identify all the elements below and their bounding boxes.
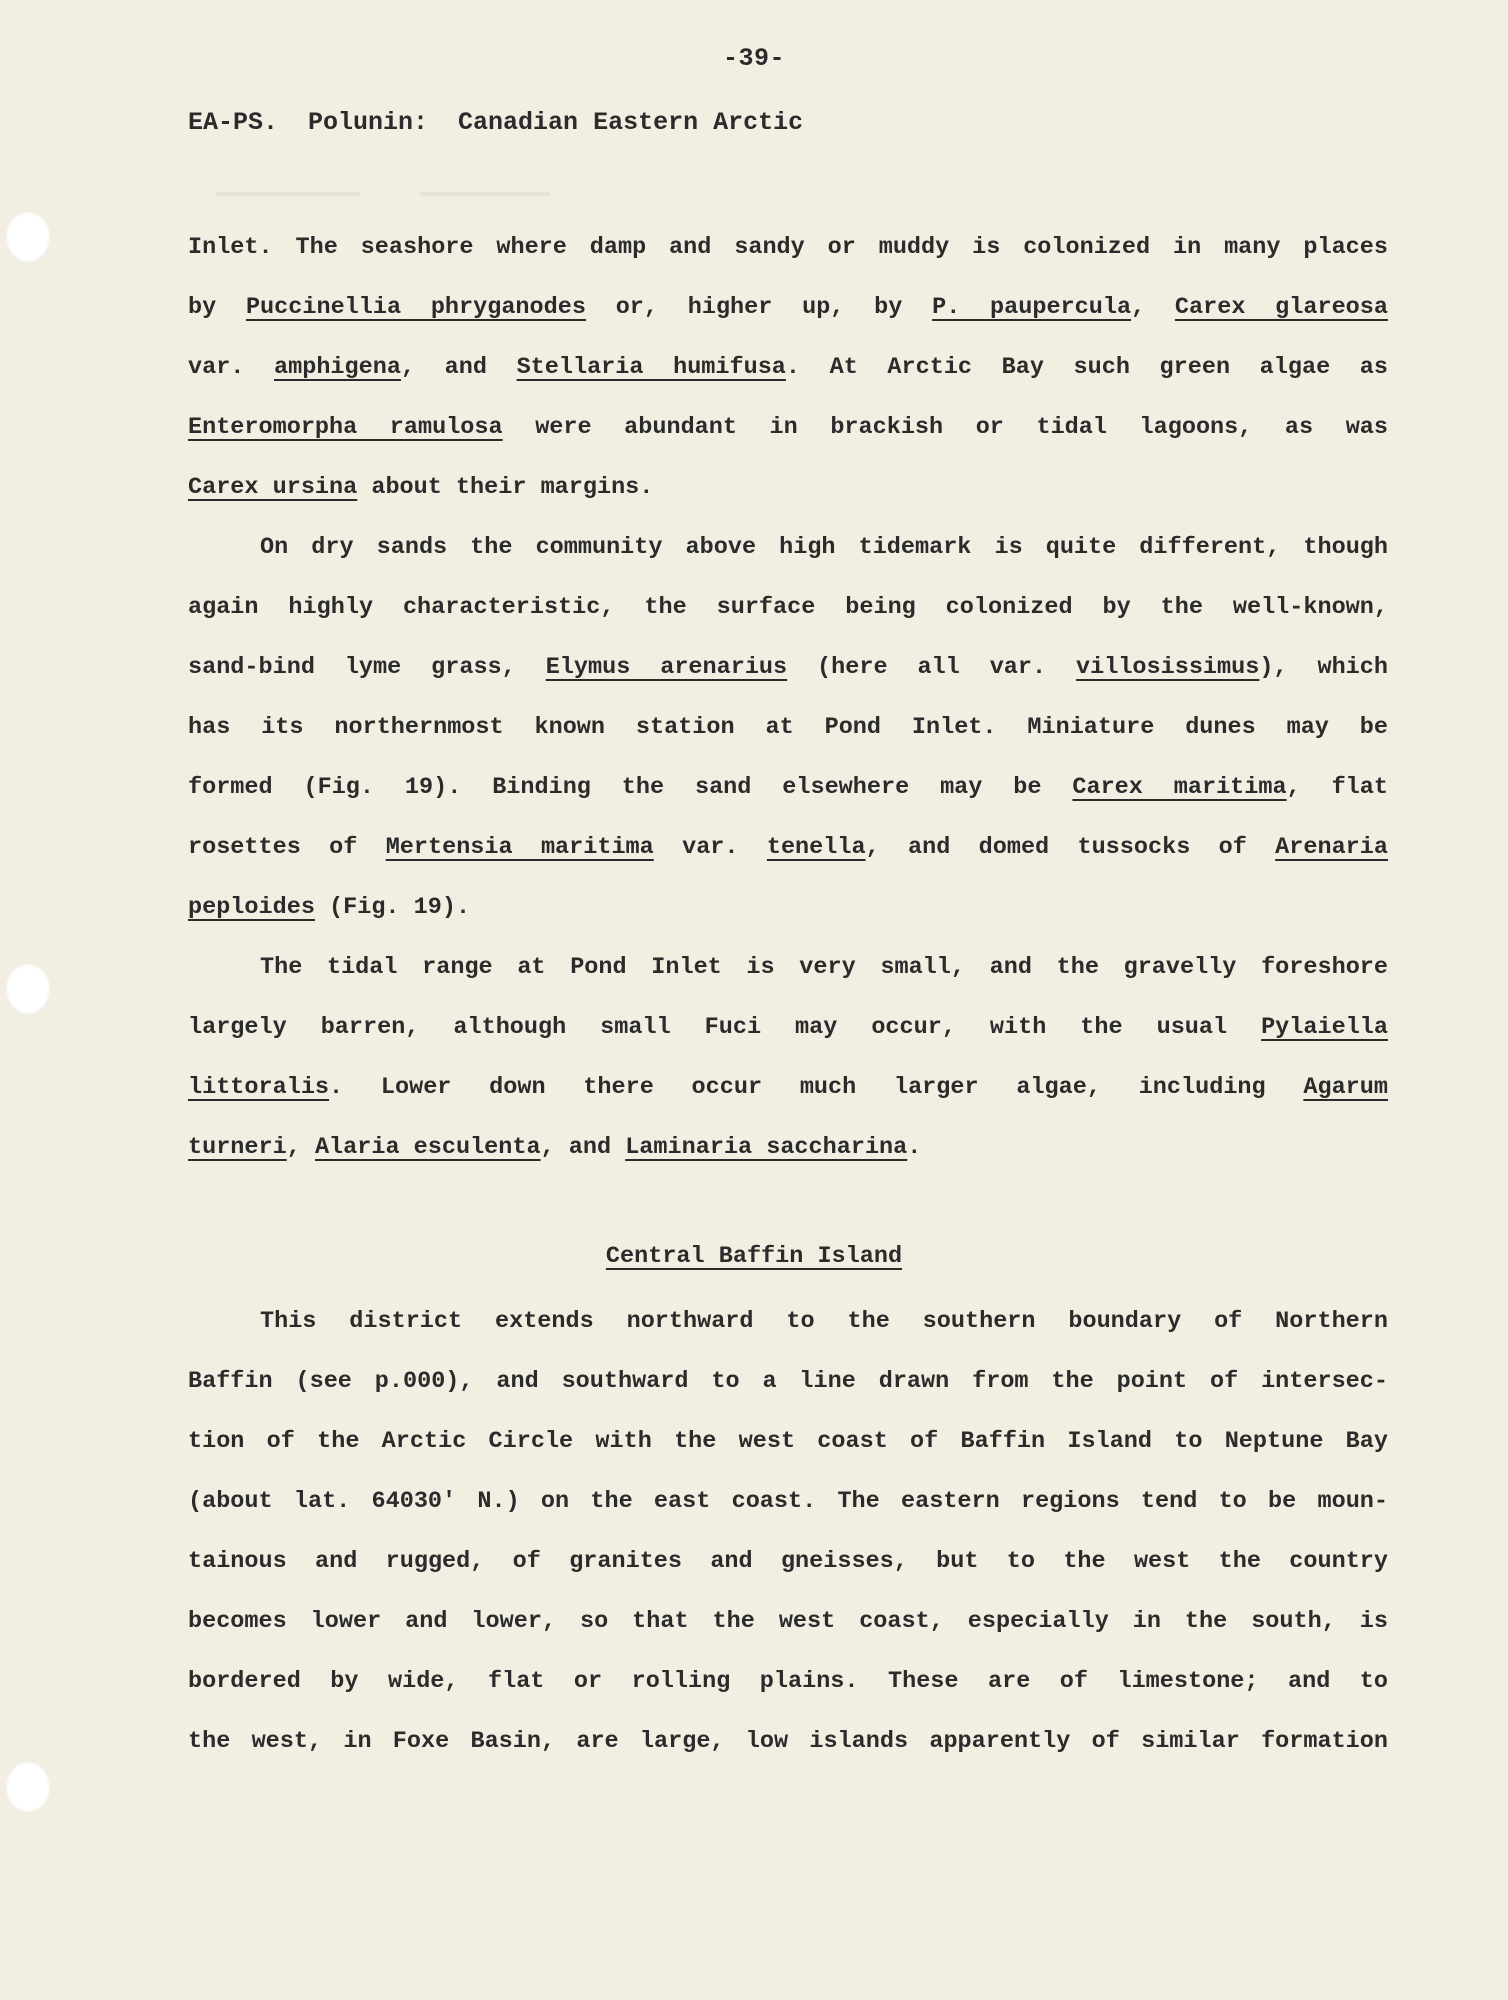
text-run: , and domed tussocks of (865, 834, 1276, 861)
species-name: Elymus arenarius (545, 654, 788, 681)
text-run: var. (188, 354, 275, 381)
text-line (188, 1712, 1388, 1772)
species-name: peploides (188, 894, 315, 921)
text-run: , and (400, 354, 517, 381)
text-line (188, 278, 1388, 338)
text-run: rosettes of (188, 834, 386, 861)
text-line (188, 998, 1388, 1058)
text-line (188, 1532, 1388, 1592)
text-line (188, 938, 1388, 998)
text-line (188, 698, 1388, 758)
species-name: villosissimus (1076, 654, 1260, 681)
text-line (188, 1292, 1388, 1352)
text-run: again highly characteristic, the surface being colonized by the well-known, (188, 594, 1388, 621)
species-name: Carex glareosa (1174, 294, 1388, 321)
punch-hole-bottom (6, 1762, 50, 1812)
text-run: (Fig. 19). (314, 894, 471, 921)
text-line (188, 1652, 1388, 1712)
species-name: littoralis (188, 1074, 330, 1101)
text-line (188, 1472, 1388, 1532)
section-heading (0, 1227, 1508, 1287)
text-line (188, 338, 1388, 398)
text-line (188, 578, 1388, 638)
species-name: Carex ursina (188, 474, 358, 501)
text-line (188, 818, 1388, 878)
text-line (188, 878, 1388, 938)
page-number: -39- (722, 44, 785, 73)
text-run: . At Arctic Bay such green algae as (785, 354, 1388, 381)
text-line (188, 638, 1388, 698)
text-run: . (907, 1134, 922, 1161)
text-line (188, 518, 1388, 578)
punch-hole-top (6, 212, 50, 262)
text-run: This district extends northward to the southern boundary of Northern (260, 1308, 1388, 1335)
species-name: tenella (766, 834, 866, 861)
text-run: (about lat. 64030' N.) on the east coast. The eastern regions tend to be moun- (188, 1488, 1388, 1515)
text-run: by (188, 294, 246, 321)
species-name: Alaria esculenta (314, 1134, 541, 1161)
running-head: EA-PS. Polunin: Canadian Eastern Arctic (188, 108, 804, 137)
text-line (188, 1118, 1388, 1178)
text-run: formed (Fig. 19). Binding the sand elsewhere may be (188, 774, 1073, 801)
species-name: Pylaiella (1261, 1014, 1388, 1041)
text-line (188, 1352, 1388, 1412)
text-run: , flat (1286, 774, 1388, 801)
text-run: On dry sands the community above high tidemark is quite different, though (260, 534, 1388, 561)
text-line (188, 1412, 1388, 1472)
punch-hole-middle (6, 964, 50, 1014)
text-run: largely barren, although small Fuci may occur, with the usual (188, 1014, 1262, 1041)
text-run: bordered by wide, flat or rolling plains. These are of limestone; and to (188, 1668, 1388, 1695)
species-name: Puccinellia phryganodes (245, 294, 586, 321)
species-name: Agarum (1303, 1074, 1388, 1101)
bleed-through-mark (215, 192, 360, 196)
species-name: Mertensia maritima (385, 834, 654, 861)
text-run: becomes lower and lower, so that the west coast, especially in the south, is (188, 1608, 1388, 1635)
species-name: Carex maritima (1072, 774, 1287, 801)
body-text-block-1 (188, 218, 1388, 1178)
text-run: . Lower down there occur much larger algae, including (329, 1074, 1304, 1101)
text-run: ), which (1259, 654, 1388, 681)
text-run: Inlet. The seashore where damp and sandy or muddy is colonized in many places (188, 234, 1388, 261)
text-run: Baffin (see p.000), and southward to a line drawn from the point of intersec- (188, 1368, 1388, 1395)
text-run: (here all var. (787, 654, 1077, 681)
section-heading-text: Central Baffin Island (605, 1243, 903, 1270)
species-name: Stellaria humifusa (516, 354, 786, 381)
body-text-block-2 (188, 1292, 1388, 1772)
text-line (188, 758, 1388, 818)
text-run: , (1131, 294, 1175, 321)
text-run: The tidal range at Pond Inlet is very small, and the gravelly foreshore (260, 954, 1388, 981)
text-run: were abundant in brackish or tidal lagoons, as was (502, 414, 1389, 441)
text-run: tainous and rugged, of granites and gneisses, but to the west the country (188, 1548, 1388, 1575)
species-name: P. paupercula (932, 294, 1132, 321)
text-line (188, 458, 1388, 518)
text-run: the west, in Foxe Basin, are large, low islands apparently of similar formation (188, 1728, 1388, 1755)
bleed-through-mark (420, 192, 550, 196)
text-run: has its northernmost known station at Pond Inlet. Miniature dunes may be (188, 714, 1388, 741)
text-line (188, 1592, 1388, 1652)
text-line (188, 218, 1388, 278)
species-name: Laminaria saccharina (625, 1134, 908, 1161)
species-name: turneri (188, 1134, 287, 1161)
text-run: tion of the Arctic Circle with the west coast of Baffin Island to Neptune Bay (188, 1428, 1388, 1455)
text-run: , (286, 1134, 315, 1161)
species-name: Enteromorpha ramulosa (188, 414, 503, 441)
text-run: , and (540, 1134, 626, 1161)
text-run: sand-bind lyme grass, (188, 654, 546, 681)
text-line (188, 398, 1388, 458)
text-run: about their margins. (357, 474, 654, 501)
species-name: Arenaria (1275, 834, 1388, 861)
text-line (188, 1058, 1388, 1118)
text-run: var. (653, 834, 767, 861)
text-run: or, higher up, by (585, 294, 933, 321)
species-name: amphigena (274, 354, 401, 381)
